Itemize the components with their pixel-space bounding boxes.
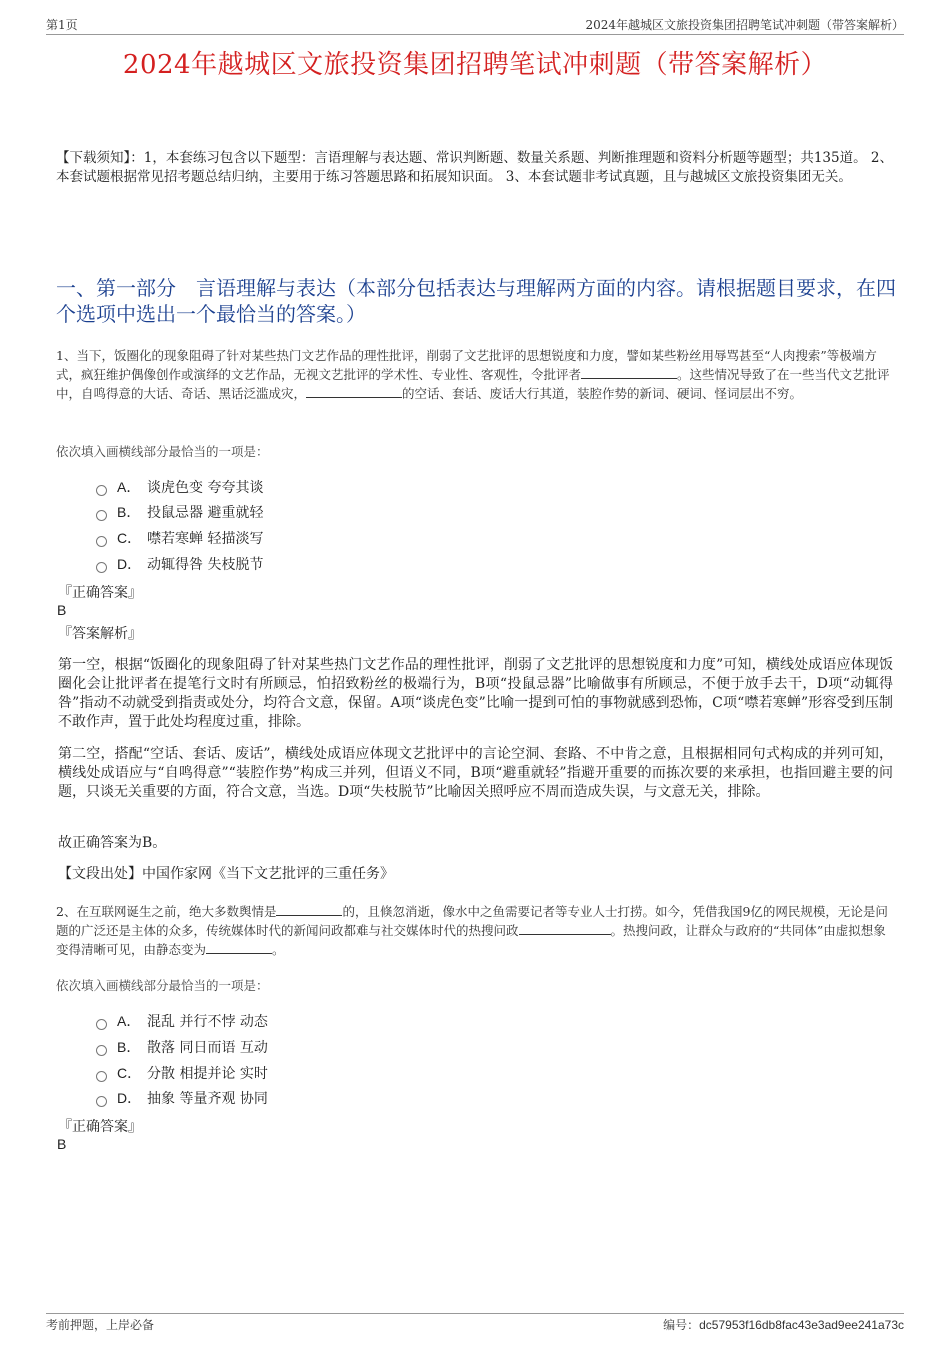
question-2-text (56, 902, 896, 959)
question-1-analysis-para-3: 故正确答案为B。 (58, 835, 167, 851)
radio-icon[interactable] (96, 510, 107, 521)
question-2-answer-label: 『正确答案』 (58, 1119, 142, 1135)
footer-slogan: 考前押题，上岸必备 (46, 1318, 155, 1332)
download-notice: 【下载须知】：1，本套练习包含以下题型：言语理解与表达题、常识判断题、数量关系题、判断推理题和资料分析题等题型；共135道。 2、本套试题根据常见招考题总结归纳，主要用于练习答题思路和拓展知识面。 3、本套试题非考试真题，且与越城区文旅投资集团无关。 (56, 150, 893, 185)
radio-icon[interactable] (96, 1096, 107, 1107)
option-letter: B． (117, 504, 141, 520)
option-letter: B． (117, 1039, 141, 1055)
question-1-option-b[interactable] (96, 502, 263, 522)
question-2-part-c: 。热搜问政，让群众与政府的“共同体”由虚拟想象变得清晰可见，由静态变为 (56, 923, 886, 957)
option-text: 散落 同日而语 互动 (147, 1040, 268, 1056)
code-value: dc57953f16db8fac43e3ad9ee241a73c (699, 1318, 904, 1332)
option-letter: D． (117, 1090, 142, 1106)
section-heading: 一、第一部分 言语理解与表达（本部分包括表达与理解两方面的内容。请根据题目要求，在四个选项中选出一个最恰当的答案。） (56, 276, 896, 326)
question-1-answer: B (57, 602, 67, 618)
option-text: 动辄得咎 失枝脱节 (147, 557, 264, 573)
radio-icon[interactable] (96, 1045, 107, 1056)
option-text: 噤若寒蝉 轻描淡写 (147, 531, 264, 547)
question-2-option-d[interactable] (96, 1088, 268, 1108)
footer-code (663, 1316, 904, 1333)
question-1-option-d[interactable] (96, 554, 263, 574)
question-2-option-c[interactable] (96, 1063, 268, 1083)
question-2-prompt: 依次填入画横线部分最恰当的一项是： (56, 978, 269, 993)
question-2-option-b[interactable] (96, 1037, 268, 1057)
question-1-part-b: 。这些情况导致了在一些当代文艺批评中，自鸣得意的大话、奇话、黑话泛滥成灾， (56, 367, 890, 401)
option-text: 分散 相提并论 实时 (147, 1066, 268, 1082)
blank-3 (206, 941, 272, 954)
radio-icon[interactable] (96, 562, 107, 573)
question-2-option-a[interactable] (96, 1011, 268, 1031)
option-text: 抽象 等量齐观 协同 (147, 1091, 268, 1107)
question-1-option-c[interactable] (96, 528, 263, 548)
question-2-part-b: 的，且倏忽消逝，像水中之鱼需要记者等专业人士打捞。如今，凭借我国9亿的网民规模，无论是问题的广泛还是主体的众多，传统媒体时代的新闻问政都难与社交媒体时代的热搜问政 (56, 904, 888, 938)
question-2-part-d: 。 (272, 942, 285, 957)
question-1-analysis-label: 『答案解析』 (58, 626, 142, 642)
option-letter: A． (117, 1013, 141, 1029)
question-1-source: 【文段出处】中国作家网《当下文艺批评的三重任务》 (58, 866, 394, 882)
question-1-option-a[interactable] (96, 477, 263, 497)
header-doc-title: 2024年越城区文旅投资集团招聘笔试冲刺题（带答案解析） (585, 18, 904, 32)
radio-icon[interactable] (96, 1019, 107, 1030)
radio-icon[interactable] (96, 485, 107, 496)
question-1-answer-label: 『正确答案』 (58, 585, 142, 601)
option-letter: A． (117, 479, 141, 495)
option-letter: D． (117, 556, 142, 572)
question-1-text (56, 346, 896, 403)
option-text: 谈虎色变 夸夸其谈 (147, 480, 264, 496)
radio-icon[interactable] (96, 1071, 107, 1082)
page-footer (46, 1313, 904, 1334)
question-1-prompt: 依次填入画横线部分最恰当的一项是： (56, 444, 269, 459)
question-1-part-a: 1、当下，饭圈化的现象阻碍了针对某些热门文艺作品的理性批评，削弱了文艺批评的思想锐度和力度，譬如某些粉丝用辱骂甚至“人肉搜索”等极端方式，疯狂维护偶像创作或演绎的文艺作品，无视文艺批评的学术性、专业性、客观性，令批评者 (56, 348, 877, 382)
blank-2 (306, 385, 402, 398)
blank-1 (276, 903, 342, 916)
page-header (46, 14, 904, 35)
question-2-answer: B (57, 1136, 67, 1152)
option-text: 投鼠忌器 避重就轻 (147, 505, 264, 521)
option-letter: C． (117, 530, 142, 546)
question-1-analysis-para-1: 第一空，根据“饭圈化的现象阻碍了针对某些热门文艺作品的理性批评，削弱了文艺批评的思想锐度和力度”可知，横线处成语应体现饭圈化会让批评者在提笔行文时有所顾忌，怕招致粉丝的极端行为，B项“投鼠忌器”比喻做事有所顾忌，不便于放手去干，D项“动辄得咎”指动不动就受到指责或处分，均符合文意，保留。A项“谈虎色变”比喻一提到可怕的事物就感到恐怖，C项“噤若寒蝉”形容受到压制不敢作声，置于此处均程度过重，排除。 (58, 657, 893, 730)
question-1-part-c: 的空话、套话、废话大行其道，装腔作势的新词、硬词、怪词层出不穷。 (402, 386, 803, 401)
radio-icon[interactable] (96, 536, 107, 547)
blank-2 (519, 922, 611, 935)
document-title: 2024年越城区文旅投资集团招聘笔试冲刺题（带答案解析） (122, 50, 828, 80)
question-2-part-a: 2、在互联网诞生之前，绝大多数舆情是 (56, 904, 277, 919)
option-letter: C． (117, 1065, 142, 1081)
page-number: 第1页 (46, 18, 78, 32)
blank-1 (581, 366, 677, 379)
question-1-analysis-para-2: 第二空，搭配“空话、套话、废话”，横线处成语应体现文艺批评中的言论空洞、套路、不中肯之意，且根据相同句式构成的并列可知，横线处成语应与“自鸣得意”“装腔作势”构成三并列，但语义不同，B项“避重就轻”指避开重要的而拣次要的来承担，也指回避主要的问题，只谈无关重要的方面，符合文意，当选。D项“失枝脱节”比喻因关照呼应不周而造成失误，与文意无关，排除。 (58, 746, 893, 800)
option-text: 混乱 并行不悖 动态 (147, 1014, 268, 1030)
code-label: 编号： (663, 1318, 700, 1332)
